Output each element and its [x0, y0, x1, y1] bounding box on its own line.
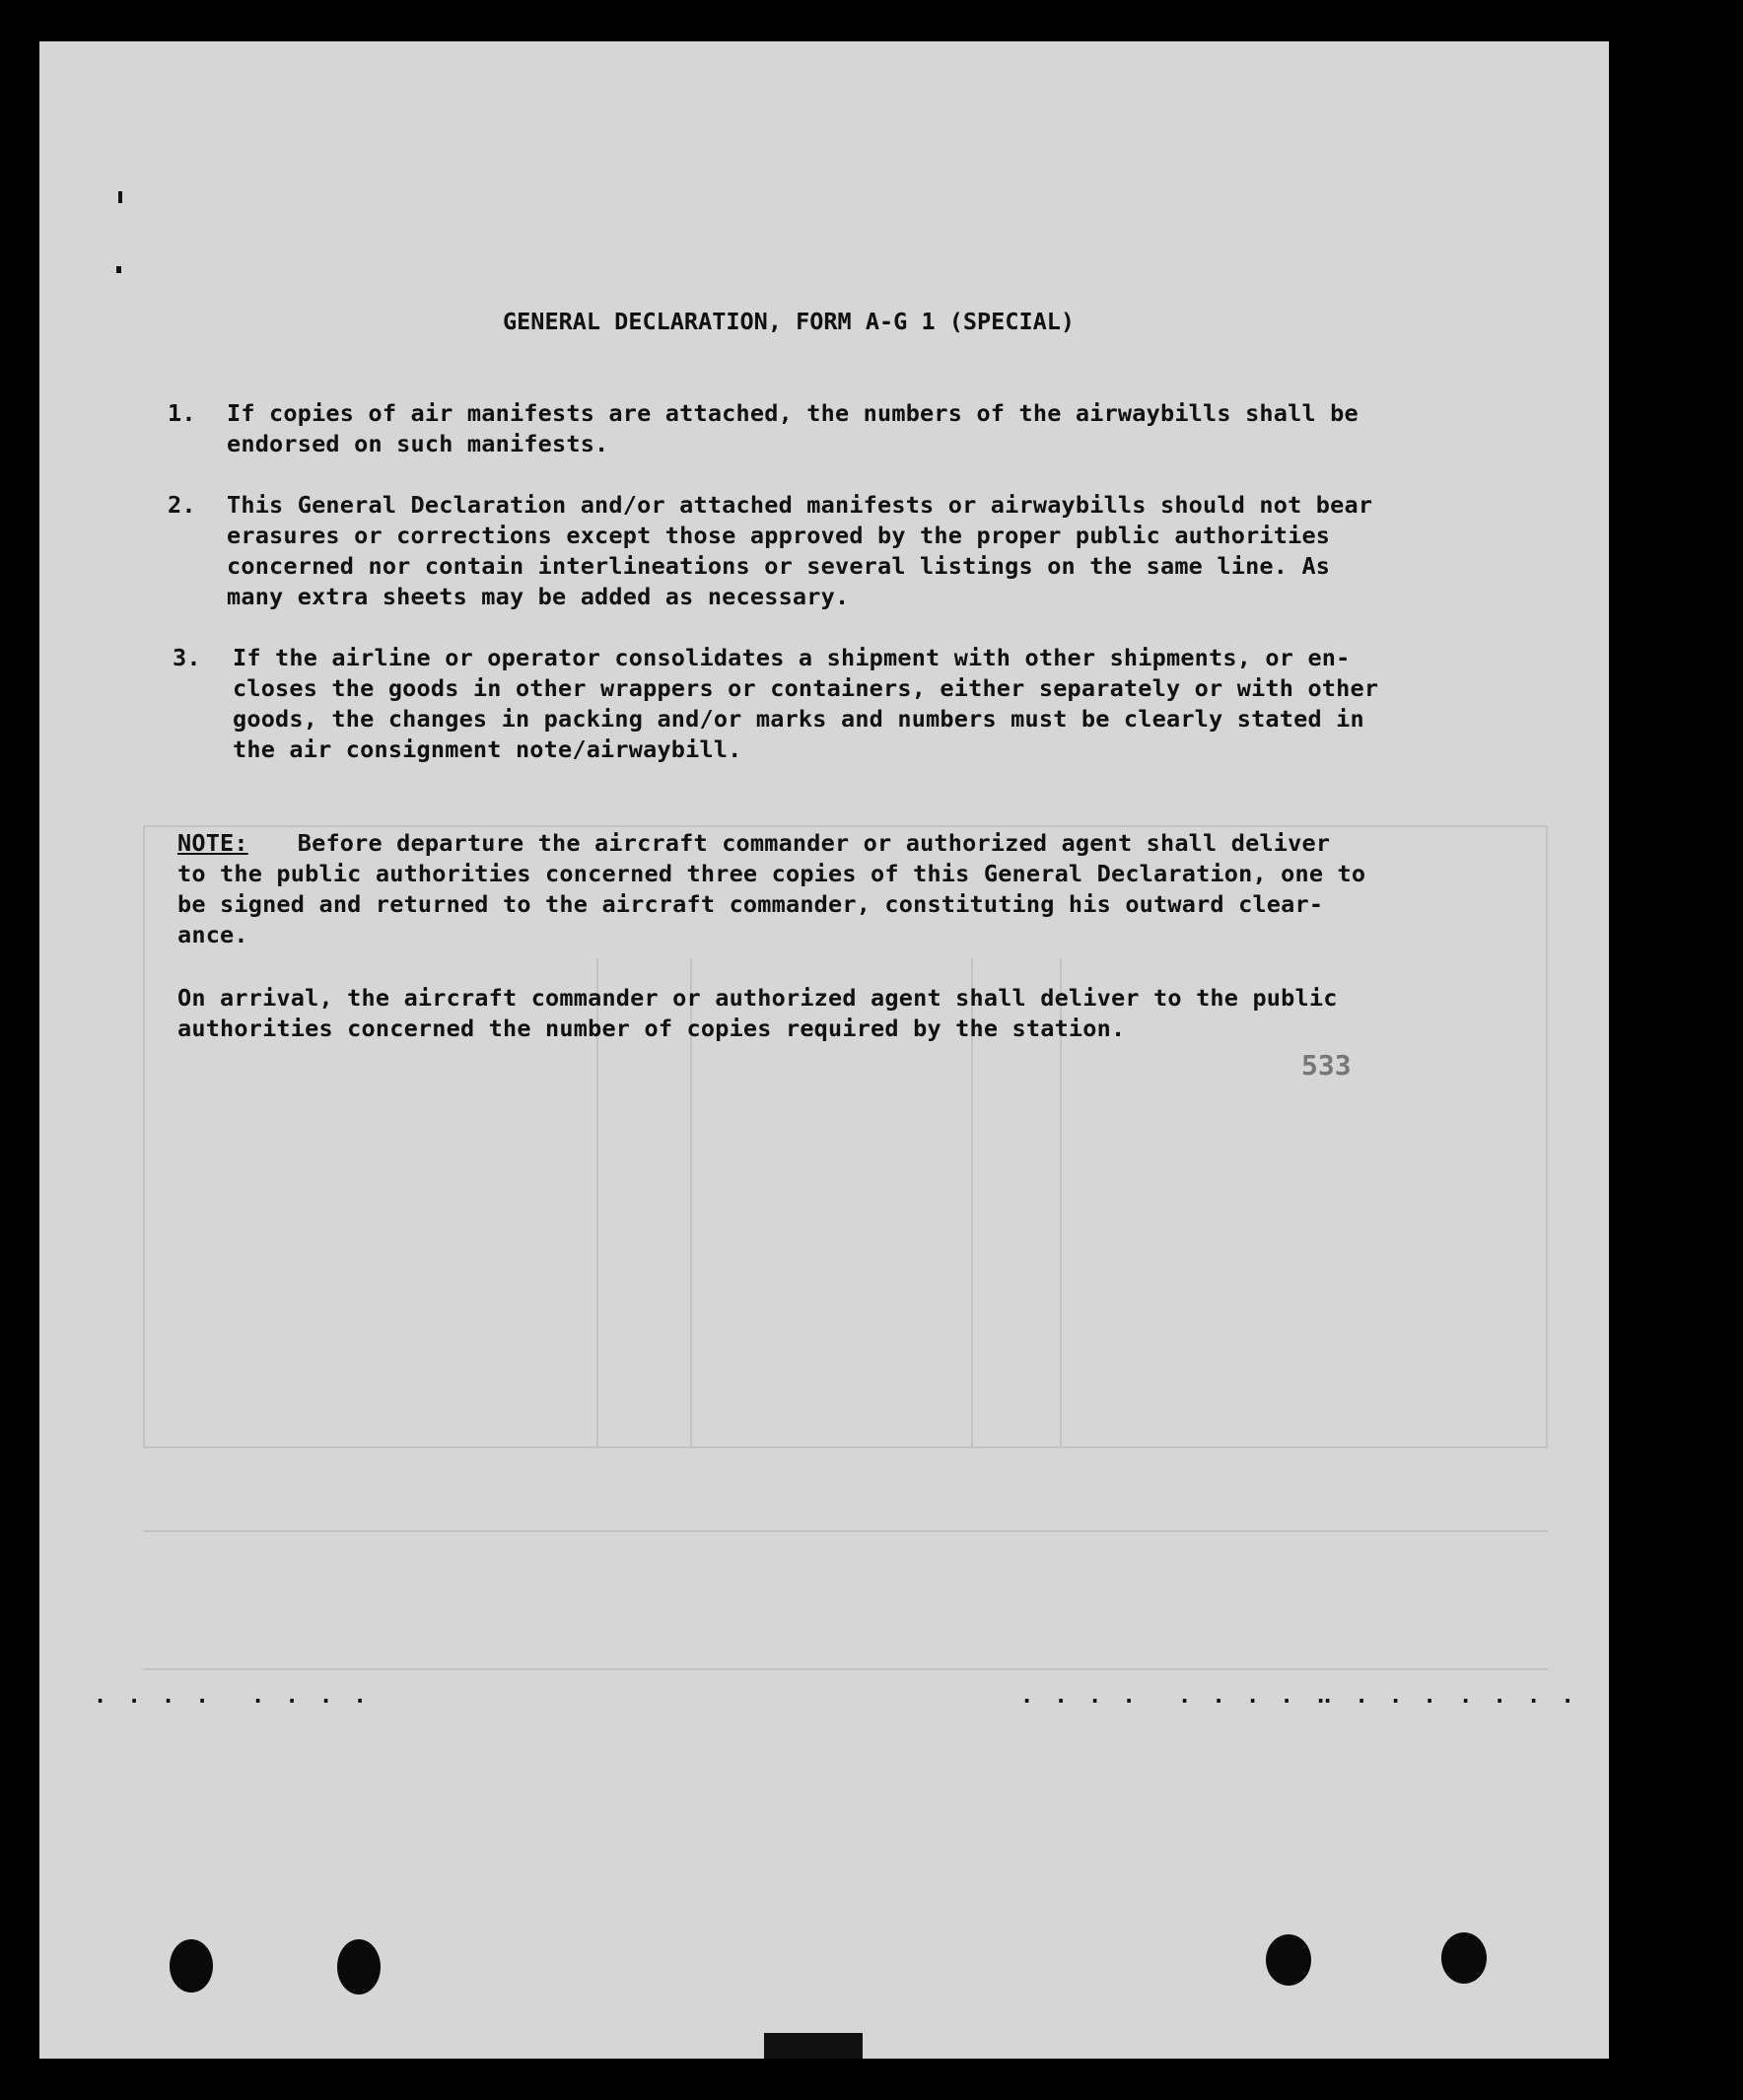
punch-hole — [337, 1939, 381, 1995]
margin-speck — [118, 191, 122, 203]
ghost-rule — [143, 1530, 1548, 1532]
item-line: concerned nor contain interlineations or several listings on the same line. As — [227, 552, 1331, 580]
note-label: NOTE: — [177, 829, 248, 857]
note-line: to the public authorities concerned three copies of this General Declaration, one to — [177, 860, 1366, 887]
faint-stamp-number: 533 — [1301, 1049, 1352, 1082]
speckle-row: · · · · · — [1178, 1690, 1332, 1715]
item-number: 1. — [168, 399, 196, 427]
ghost-rule — [1546, 825, 1548, 1446]
ghost-rule — [143, 1668, 1548, 1670]
item-line: If copies of air manifests are attached, the numbers of the airwaybills shall be — [227, 399, 1359, 427]
instruction-item-3 — [168, 643, 1520, 765]
item-line: erasures or corrections except those approved by the proper public authorities — [227, 522, 1331, 549]
item-line: This General Declaration and/or attached manifests or airwaybills should not bear — [227, 491, 1373, 519]
item-line: the air consignment note/airwaybill. — [233, 735, 742, 763]
note-line: ance. — [177, 921, 248, 948]
arrival-line: On arrival, the aircraft commander or authorized agent shall deliver to the public — [177, 984, 1338, 1012]
note-paragraph — [177, 828, 1520, 950]
ghost-rule — [143, 825, 145, 1446]
item-line: If the airline or operator consolidates a shipment with other shipments, or en- — [233, 644, 1351, 671]
punch-hole — [1266, 1934, 1311, 1986]
document-page — [39, 41, 1609, 2059]
instruction-item-2 — [168, 490, 1520, 612]
item-number: 2. — [168, 491, 196, 519]
item-line: endorsed on such manifests. — [227, 430, 609, 457]
form-title: GENERAL DECLARATION, FORM A-G 1 (SPECIAL) — [503, 308, 1076, 335]
note-first-line — [177, 828, 1520, 859]
item-line: goods, the changes in packing and/or marks and numbers must be clearly stated in — [233, 705, 1364, 733]
punch-hole — [1441, 1932, 1487, 1984]
margin-speck — [116, 266, 121, 273]
ghost-rule — [143, 1446, 1548, 1448]
speckle-row: · · · · — [1020, 1690, 1140, 1715]
arrival-line: authorities concerned the number of copies required by the station. — [177, 1015, 1126, 1042]
speckle-row: · · · · — [1459, 1690, 1578, 1715]
arrival-paragraph — [177, 983, 1520, 1044]
speckle-row: · · · · — [251, 1690, 371, 1715]
speckle-row: · · · · — [94, 1690, 213, 1715]
edge-blotch — [764, 2033, 863, 2059]
ghost-rule — [143, 825, 1548, 827]
instruction-item-1 — [168, 398, 1520, 459]
item-number: 3. — [173, 644, 201, 671]
note-line: Before departure the aircraft commander or authorized agent shall deliver — [297, 829, 1331, 857]
punch-hole — [170, 1939, 213, 1993]
item-line: closes the goods in other wrappers or containers, either separately or with other — [233, 674, 1379, 702]
item-line: many extra sheets may be added as necessary. — [227, 583, 850, 610]
note-line: be signed and returned to the aircraft commander, constituting his outward clear- — [177, 890, 1324, 918]
speckle-row: · · · · — [1321, 1690, 1440, 1715]
